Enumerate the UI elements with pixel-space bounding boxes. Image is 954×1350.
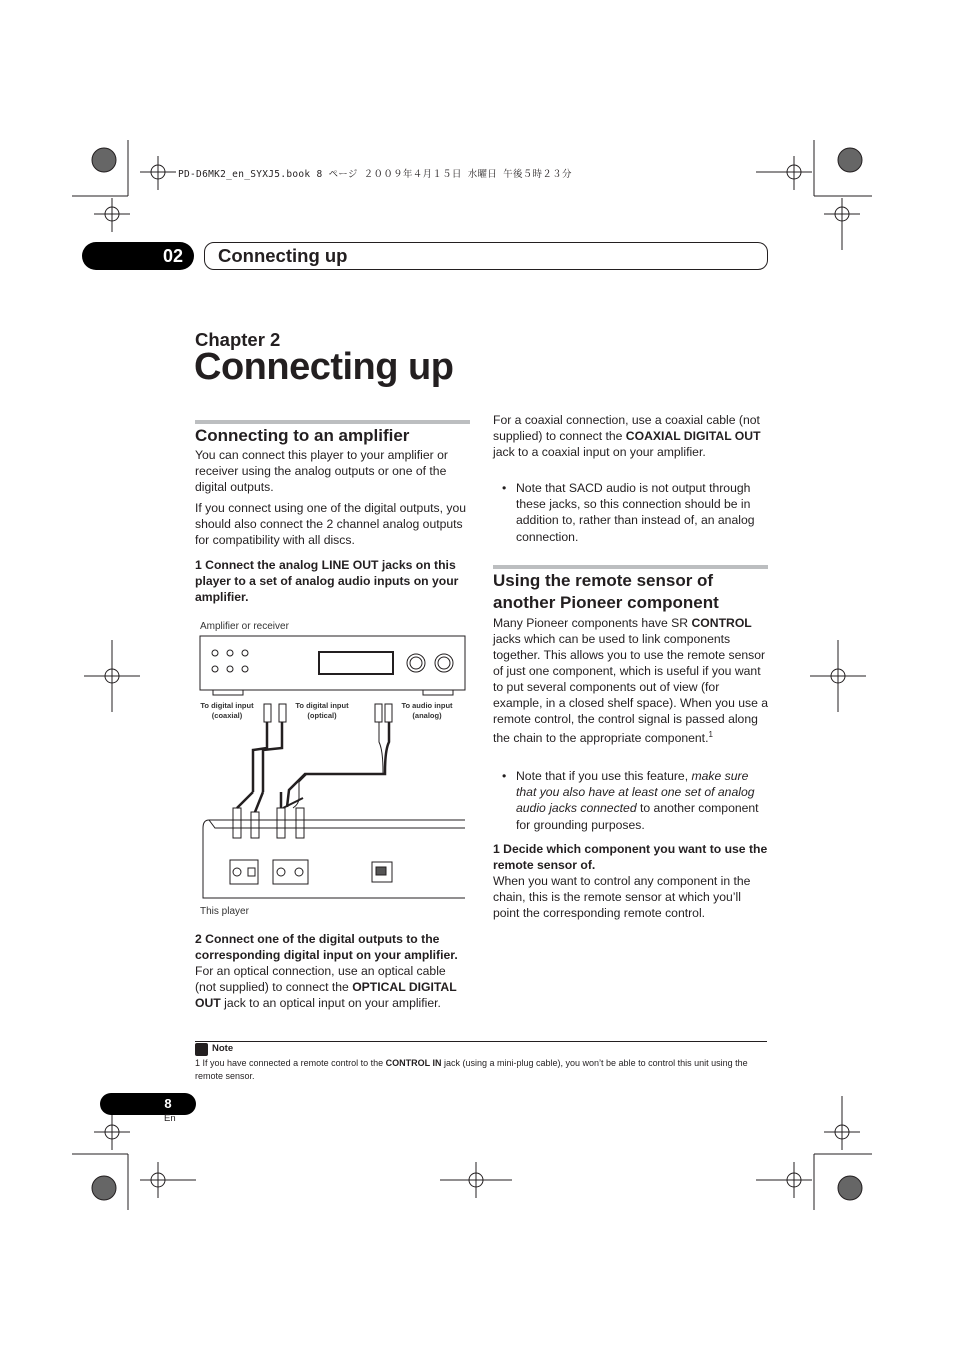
section-heading: Connecting to an amplifier <box>195 426 410 445</box>
footnote-text: 1 If you have connected a remote control to the CONTROL IN jack (using a mini-plug cable), you won’t be able to control this unit using the remote sensor. <box>195 1058 748 1081</box>
paragraph: For an optical connection, use an optical cable (not supplied) to connect the OPTICAL DIGITAL OUT jack to an optical input on your amplifier. <box>195 964 457 1010</box>
step-instruction: 2 Connect one of the digital outputs to the corresponding digital input on your amplifier. <box>195 932 458 962</box>
bullet-dot: • <box>502 481 507 495</box>
paragraph: Many Pioneer components have SR CONTROL jacks which can be used to link components together. This allows you to use the remote sensor of just one component, which is useful if you want to put several components out of view (for example, in a closed shelf space). When you use a remote control, the control signal is passed along the chain to the appropriate component.$^1$ <box>493 616 769 746</box>
diagram-caption: This player <box>200 906 249 917</box>
footnote-rule <box>195 1041 767 1042</box>
label-coaxial-input: To digital input (coaxial) <box>200 701 254 720</box>
page-language: En <box>164 1113 176 1124</box>
section-rule <box>195 420 470 424</box>
print-slug: PD-D6MK2_en_SYXJ5.book 8 ページ ２００９年４月１５日 水曜日 午後５時２３分 <box>178 169 572 180</box>
connection-diagram <box>195 632 470 922</box>
bullet-item: • Note that SACD audio is not output through these jacks, so this connection should be in addition to, rather than instead of, an analog connection. <box>502 481 755 544</box>
note-label: Note <box>212 1043 234 1054</box>
paragraph: You can connect this player to your amplifier or receiver using the analog outputs or one of the digital outputs. <box>195 448 448 494</box>
chapter-label: Chapter 2 <box>195 329 281 350</box>
paragraph: When you want to control any component in the chain, this is the remote sensor at which you’ll point the corresponding remote control. <box>493 874 751 920</box>
bullet-dot: • <box>502 769 507 783</box>
section-rule <box>493 565 768 569</box>
label-analog-input: To audio input (analog) <box>401 701 453 720</box>
step-instruction: 1 Connect the analog LINE OUT jacks on this player to a set of analog audio inputs on your amplifier. <box>195 558 459 604</box>
note-icon <box>195 1043 208 1056</box>
chapter-title: Connecting up <box>194 346 454 388</box>
paragraph: If you connect using one of the digital outputs, you should also connect the 2 channel analog outputs for compatibility with all discs. <box>195 501 467 547</box>
page-number: 8 <box>164 1096 172 1111</box>
section-heading: Using the remote sensor of another Pioneer component <box>493 571 719 612</box>
running-header-title: Connecting up <box>218 245 348 266</box>
label-optical-input: To digital input (optical) <box>295 701 349 720</box>
page-tab <box>100 1093 196 1115</box>
chapter-number: 02 <box>162 246 184 266</box>
step-instruction: 1 Decide which component you want to use the remote sensor of. <box>493 842 768 872</box>
diagram-caption: Amplifier or receiver <box>200 621 289 632</box>
bullet-item: • Note that if you use this feature, make sure that you also have at least one set of analog audio jacks connected to another component for grounding purposes. <box>502 769 759 832</box>
paragraph: For a coaxial connection, use a coaxial cable (not supplied) to connect the COAXIAL DIGITAL OUT jack to a coaxial input on your amplifier. <box>493 413 761 459</box>
